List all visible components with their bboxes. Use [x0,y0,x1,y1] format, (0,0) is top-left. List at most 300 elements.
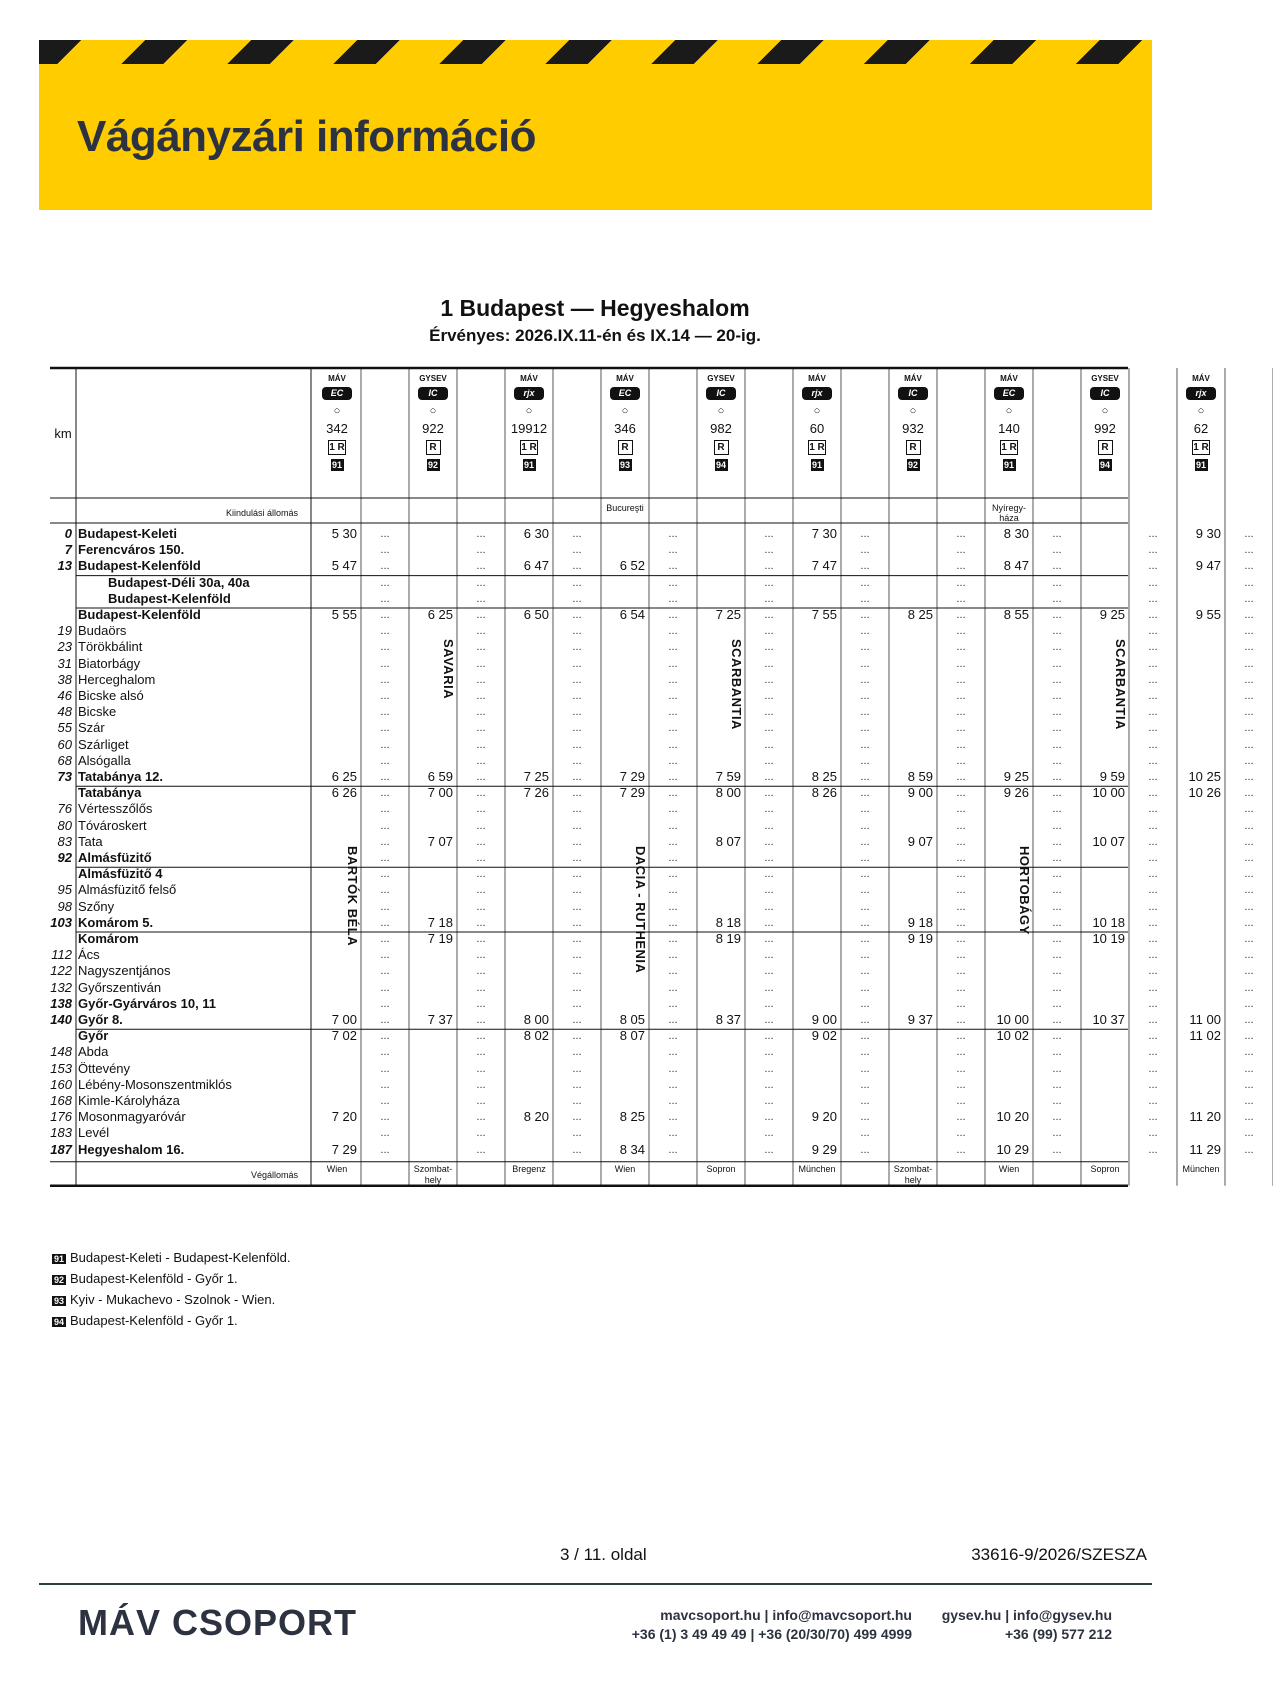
no-service-dots: ... [1244,819,1254,832]
no-service-dots: ... [1052,900,1062,913]
train-header [313,374,361,496]
no-service-dots: ... [1148,625,1158,638]
no-service-dots: ... [1244,592,1254,605]
departure-time: 8 07 [715,833,741,849]
train-info [313,438,361,456]
no-service-dots: ... [1052,1143,1062,1156]
station-name: Herceghalom [78,671,156,687]
no-service-dots: ... [1244,1127,1254,1140]
no-service-dots: ... [476,1095,486,1107]
departure-time: 5 30 [331,526,357,541]
no-service-dots: ... [860,949,870,962]
departure-time: 8 26 [811,785,837,801]
no-service-dots: ... [1052,1014,1062,1026]
km-value: 19 [57,623,72,639]
departure-time: 9 00 [811,1012,837,1027]
no-service-dots: ... [572,706,582,719]
footnote-key: 92 [54,1275,65,1285]
note-ref-badge: 91 [811,460,822,470]
no-service-dots: ... [572,803,582,816]
no-service-dots: ... [1244,528,1254,540]
no-service-dots: ... [1148,754,1158,767]
no-service-dots: ... [572,673,582,686]
no-service-dots: ... [860,560,870,573]
no-service-dots: ... [956,868,966,881]
train-operator: GYSEV [419,374,447,383]
no-service-dots: ... [380,1062,390,1075]
no-service-dots: ... [668,949,678,962]
departure-time: 6 54 [619,607,645,622]
no-service-dots: ... [764,933,774,945]
no-service-dots: ... [380,852,390,864]
no-service-dots: ... [476,544,486,557]
no-service-dots: ... [668,900,678,913]
hazard-stripes [39,40,1152,64]
no-service-dots: ... [860,916,870,929]
no-service-dots: ... [956,981,966,994]
no-service-dots: ... [476,560,486,573]
no-service-dots: ... [1148,787,1158,800]
no-service-dots: ... [668,657,678,670]
no-service-dots: ... [1148,916,1158,929]
no-service-dots: ... [956,1046,966,1059]
no-service-dots: ... [1052,641,1062,654]
no-service-dots: ... [956,592,966,605]
departure-time: 11 00 [1189,1012,1221,1027]
train-number: 62 [1193,421,1209,436]
no-service-dots: ... [764,868,774,881]
reservation-icon: R [714,440,729,455]
no-service-dots: ... [572,997,582,1010]
no-service-dots: ... [860,1014,870,1026]
train-number: 346 [614,421,636,436]
footnote-text: Budapest-Kelenföld - Győr 1. [70,1313,238,1328]
no-service-dots: ... [956,819,966,832]
departure-time: 9 07 [907,833,933,849]
no-service-dots: ... [1052,609,1062,621]
departure-time: 10 00 [996,1012,1029,1027]
train-info [1081,438,1129,456]
note-ref-badge: 91 [1003,460,1014,470]
no-service-dots: ... [860,900,870,913]
no-service-dots: ... [764,787,774,800]
km-value: 176 [50,1109,72,1125]
no-service-dots: ... [1244,803,1254,816]
train-operator: GYSEV [707,374,735,383]
no-service-dots: ... [860,1046,870,1059]
no-service-dots: ... [764,916,774,929]
no-service-dots: ... [572,787,582,800]
no-service-dots: ... [476,1062,486,1075]
no-service-dots: ... [1244,560,1254,573]
no-service-dots: ... [860,1111,870,1124]
no-service-dots: ... [1052,884,1062,897]
no-service-dots: ... [764,722,774,735]
train-name: DACIA - RUTHENIA [633,846,648,974]
no-service-dots: ... [572,981,582,994]
no-service-dots: ... [380,1078,390,1091]
station-name: Tatabánya 12. [78,769,164,784]
km-value: 112 [51,947,72,963]
no-service-dots: ... [956,787,966,800]
train-operator: MÁV [1000,374,1018,383]
no-service-dots: ... [860,657,870,670]
train-info [889,438,937,456]
header-banner [39,40,1152,210]
no-service-dots: ... [668,787,678,800]
km-value: 98 [57,898,72,914]
km-value: 122 [50,963,72,979]
no-service-dots: ... [1148,1143,1158,1156]
circle-icon: ○ [813,405,821,417]
no-service-dots: ... [1244,1030,1254,1043]
no-service-dots: ... [1148,852,1158,864]
station-name: Tatabánya [78,785,142,801]
no-service-dots: ... [1244,771,1254,783]
no-service-dots: ... [572,884,582,897]
train-destination: Wien [326,1163,348,1174]
no-service-dots: ... [860,835,870,848]
train-info [409,438,457,456]
departure-time: 8 25 [619,1109,645,1125]
no-service-dots: ... [1052,1062,1062,1075]
no-service-dots: ... [1052,787,1062,800]
no-service-dots: ... [380,787,390,800]
no-service-dots: ... [956,722,966,735]
reservation-icon: R [426,440,441,455]
no-service-dots: ... [764,1127,774,1140]
no-service-dots: ... [956,835,966,848]
train-destination: Bregenz [512,1163,546,1174]
train-destination: München [1182,1163,1220,1174]
no-service-dots: ... [956,1062,966,1075]
no-service-dots: ... [1148,868,1158,881]
km-value: 140 [50,1012,72,1027]
footnote-key: 91 [54,1254,65,1264]
no-service-dots: ... [476,981,486,994]
departure-time: 8 00 [523,1012,549,1027]
no-service-dots: ... [572,641,582,654]
circle-icon: ○ [429,405,437,417]
train-operator: MÁV [904,374,922,383]
train-type-badge: IC [418,387,448,400]
km-value: 46 [57,688,72,703]
no-service-dots: ... [764,900,774,913]
km-value: 73 [57,769,72,784]
note-ref-badge: 91 [331,460,342,470]
no-service-dots: ... [764,592,774,605]
station-name: Bicske [78,704,117,720]
departure-time: 10 19 [1092,931,1125,946]
no-service-dots: ... [860,738,870,751]
departure-time: 8 55 [1003,607,1029,622]
no-service-dots: ... [956,852,966,864]
departure-time: 9 25 [1003,769,1029,784]
no-service-dots: ... [764,852,774,864]
timetable-title: 1 Budapest — Hegyeshalom [440,295,750,321]
no-service-dots: ... [572,949,582,962]
no-service-dots: ... [572,1030,582,1043]
station-name: Ács [78,947,100,963]
no-service-dots: ... [572,1014,582,1026]
no-service-dots: ... [1244,1111,1254,1124]
no-service-dots: ... [860,625,870,638]
station-name: Mosonmagyaróvár [78,1109,186,1125]
no-service-dots: ... [476,1030,486,1043]
no-service-dots: ... [1148,1062,1158,1075]
no-service-dots: ... [764,1046,774,1059]
station-name: Budapest-Kelenföld [108,590,231,606]
no-service-dots: ... [668,884,678,897]
no-service-dots: ... [476,641,486,654]
train-header [697,374,745,496]
train-destination: Sopron [706,1163,736,1174]
circle-icon: ○ [717,405,725,417]
origin-label: Kiindulási állomás [225,508,298,518]
no-service-dots: ... [380,657,390,670]
no-service-dots: ... [764,641,774,654]
no-service-dots: ... [476,528,486,540]
no-service-dots: ... [380,560,390,573]
no-service-dots: ... [572,1111,582,1124]
km-value: 168 [50,1093,72,1108]
departure-time: 8 47 [1003,558,1029,574]
no-service-dots: ... [1052,819,1062,832]
departure-time: 9 29 [811,1141,837,1157]
station-name: Lébény-Mosonszentmiklós [78,1076,232,1092]
reservation-icon: R [618,440,633,455]
no-service-dots: ... [764,690,774,702]
departure-time: 7 18 [427,914,453,930]
train-info [505,438,553,456]
station-name: Budapest-Keleti [78,526,177,541]
no-service-dots: ... [380,771,390,783]
no-service-dots: ... [1052,933,1062,945]
no-service-dots: ... [1148,933,1158,945]
no-service-dots: ... [956,690,966,702]
train-destination: Wien [614,1163,636,1174]
train-type-badge: EC [994,387,1024,400]
no-service-dots: ... [1148,1030,1158,1043]
no-service-dots: ... [668,965,678,978]
km-value: 48 [57,704,72,720]
no-service-dots: ... [668,592,678,605]
document-id: 33616-9/2026/SZESZA [971,1545,1147,1564]
station-name: Öttevény [78,1060,131,1076]
no-service-dots: ... [1052,1111,1062,1124]
km-value: 31 [57,655,72,671]
no-service-dots: ... [572,722,582,735]
footnote-key: 94 [54,1317,65,1327]
train-number: 60 [809,421,825,436]
no-service-dots: ... [380,690,390,702]
station-name: Szőny [78,898,115,914]
station-name: Alsógalla [78,752,131,768]
no-service-dots: ... [476,1014,486,1026]
footnote [52,1250,290,1265]
departure-time: 7 00 [427,785,453,801]
train-destination: München [798,1163,836,1174]
no-service-dots: ... [380,609,390,621]
no-service-dots: ... [764,965,774,978]
departure-time: 9 30 [1195,526,1221,541]
train-header [601,374,649,496]
train-info [1177,438,1225,456]
no-service-dots: ... [572,754,582,767]
no-service-dots: ... [860,706,870,719]
train-header [793,374,841,496]
no-service-dots: ... [956,1111,966,1124]
no-service-dots: ... [1244,1046,1254,1059]
no-service-dots: ... [956,1127,966,1140]
no-service-dots: ... [764,609,774,621]
no-service-dots: ... [380,997,390,1010]
departure-time: 10 00 [1092,785,1125,801]
note-ref-badge: 92 [427,460,438,470]
no-service-dots: ... [668,1095,678,1107]
station-name: Abda [78,1044,109,1060]
no-service-dots: ... [380,884,390,897]
no-service-dots: ... [1148,609,1158,621]
no-service-dots: ... [764,738,774,751]
note-ref [601,456,649,474]
no-service-dots: ... [572,868,582,881]
km-value: 68 [57,752,72,768]
station-name: Ferencváros 150. [78,542,185,558]
no-service-dots: ... [476,609,486,621]
no-service-dots: ... [476,754,486,767]
no-service-dots: ... [572,933,582,945]
no-service-dots: ... [956,706,966,719]
no-service-dots: ... [1244,625,1254,638]
departure-time: 6 52 [619,558,645,574]
footnote-text: Kyiv - Mukachevo - Szolnok - Wien. [70,1292,276,1307]
km-value: 13 [57,558,72,574]
no-service-dots: ... [380,722,390,735]
no-service-dots: ... [1148,641,1158,654]
km-value: 76 [57,801,72,817]
note-ref [409,456,457,474]
reservation-icon: 1 R [521,442,537,453]
no-service-dots: ... [1052,1127,1062,1140]
no-service-dots: ... [668,1046,678,1059]
no-service-dots: ... [572,1046,582,1059]
no-service-dots: ... [572,1062,582,1075]
departure-time: 6 26 [331,785,357,801]
station-name: Almásfüzitő [78,850,152,865]
no-service-dots: ... [860,1078,870,1091]
note-ref-badge: 92 [907,460,918,470]
no-service-dots: ... [668,544,678,557]
no-service-dots: ... [1148,592,1158,605]
no-service-dots: ... [380,900,390,913]
footnote-key: 93 [54,1296,65,1306]
gysev-contact-phone: +36 (99) 577 212 [1004,1626,1112,1642]
departure-time: 7 59 [715,769,741,784]
no-service-dots: ... [572,900,582,913]
station-name: Levél [78,1125,110,1141]
no-service-dots: ... [476,738,486,751]
no-service-dots: ... [380,835,390,848]
no-service-dots: ... [572,560,582,573]
no-service-dots: ... [1148,981,1158,994]
mav-contact-phone: +36 (1) 3 49 49 49 | +36 (20/30/70) 499 4999 [631,1626,912,1642]
no-service-dots: ... [380,981,390,994]
no-service-dots: ... [860,1030,870,1043]
no-service-dots: ... [956,997,966,1010]
station-name: Szár [78,720,105,736]
departure-time: 10 29 [996,1141,1029,1157]
train-type-badge: IC [1090,387,1120,400]
station-name: Nagyszentjános [78,963,171,979]
no-service-dots: ... [572,1095,582,1107]
train-number: 19912 [510,421,548,436]
departure-time: 8 59 [907,769,933,784]
no-service-dots: ... [1052,690,1062,702]
no-service-dots: ... [668,868,678,881]
no-service-dots: ... [764,884,774,897]
no-service-dots: ... [1148,1111,1158,1124]
km-value: 95 [57,882,72,898]
no-service-dots: ... [1244,981,1254,994]
departure-time: 10 20 [996,1109,1029,1125]
station-name: Vértesszőlős [78,801,153,817]
mav-logo: MÁV CSOPORT [78,1602,358,1643]
train-type-badge: IC [898,387,928,400]
departure-time: 11 29 [1189,1141,1221,1157]
train-name: SCARBANTIA [729,639,744,731]
footnote [52,1271,238,1286]
reservation-icon: 1 R [1001,442,1017,453]
no-service-dots: ... [668,576,678,589]
no-service-dots: ... [572,544,582,557]
no-service-dots: ... [380,673,390,686]
no-service-dots: ... [380,1127,390,1140]
no-service-dots: ... [668,852,678,864]
no-service-dots: ... [668,933,678,945]
train-type-badge: rjx [802,387,832,400]
no-service-dots: ... [572,916,582,929]
train-type-badge: IC [706,387,736,400]
no-service-dots: ... [668,673,678,686]
no-service-dots: ... [1148,771,1158,783]
no-service-dots: ... [1244,1062,1254,1075]
no-service-dots: ... [668,916,678,929]
no-service-dots: ... [572,609,582,621]
timetable [50,368,1254,1243]
no-service-dots: ... [668,1030,678,1043]
no-service-dots: ... [668,771,678,783]
no-service-dots: ... [572,852,582,864]
departure-time: 7 55 [811,607,837,622]
no-service-dots: ... [1244,900,1254,913]
no-service-dots: ... [476,868,486,881]
no-service-dots: ... [1148,1127,1158,1140]
no-service-dots: ... [860,754,870,767]
no-service-dots: ... [764,949,774,962]
no-service-dots: ... [764,819,774,832]
no-service-dots: ... [380,819,390,832]
station-name: Bicske alsó [78,688,144,703]
no-service-dots: ... [1244,933,1254,945]
train-operator: GYSEV [1091,374,1119,383]
no-service-dots: ... [476,1111,486,1124]
no-service-dots: ... [1052,673,1062,686]
station-name: Almásfüzitő 4 [78,866,163,882]
no-service-dots: ... [572,592,582,605]
km-value: 80 [57,817,72,833]
no-service-dots: ... [1244,1078,1254,1091]
